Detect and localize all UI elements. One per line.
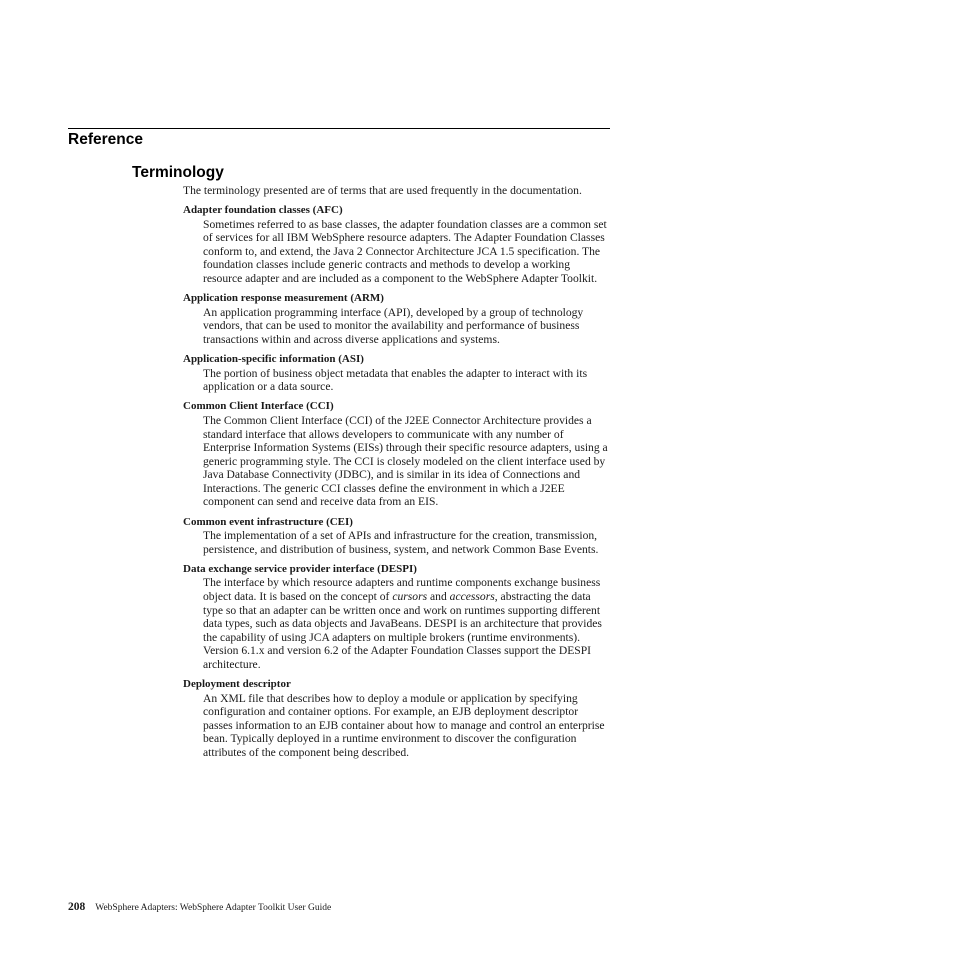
definition-despi-italic-accessors: accessors bbox=[449, 590, 495, 604]
term-afc: Adapter foundation classes (AFC) bbox=[183, 204, 343, 217]
term-asi: Application-specific information (ASI) bbox=[183, 353, 364, 366]
definition-afc: Sometimes referred to as base classes, the adapter foundation classes are a common set of services for all IBM WebSphere resource adapters. The Adapter Foundation Classes conform to, and extend, the Java 2 Connector Architecture JCA 1.5 specification. The foundation classes include generic contracts and methods to develop a working resource adapter and are included as a component to the WebSphere Adapter Toolkit. bbox=[203, 217, 607, 286]
definition-despi-part2: and bbox=[427, 590, 450, 604]
term-arm: Application response measurement (ARM) bbox=[183, 292, 384, 305]
definition-cei: The implementation of a set of APIs and infrastructure for the creation, transmission, persistence, and distribution of business, system, and network Common Base Events. bbox=[203, 529, 599, 556]
definition-deployment-descriptor: An XML file that describes how to deploy a module or application by specifying configuration and container options. For example, an EJB deployment descriptor passes information to an EJB container about how to manage and control an enterprise bean. Typically deployed in a runtime environment to discover the configuration attributes of the component being described. bbox=[203, 691, 605, 760]
term-cci: Common Client Interface (CCI) bbox=[183, 400, 334, 413]
subsection-title: Terminology bbox=[132, 164, 224, 181]
definition-arm: An application programming interface (API), developed by a group of technology vendors, that can be used to monitor the availability and performance of business transactions within and across diverse applications and systems. bbox=[203, 305, 584, 346]
definition-asi: The portion of business object metadata that enables the adapter to interact with its application or a data source. bbox=[203, 366, 588, 394]
definition-despi-part1: The interface by which resource adapters and runtime components exchange business object data. It is based on the concept of bbox=[203, 576, 601, 604]
page-footer bbox=[68, 900, 331, 915]
term-cei: Common event infrastructure (CEI) bbox=[183, 515, 353, 528]
definition-cci: The Common Client Interface (CCI) of the J2EE Connector Architecture provides a standard interface that allows developers to communicate with any number of Enterprise Information Systems (EISs) through their specific resource adapters, using a generic programming style. The CCI is closely modeled on the client interface used by Java Database Connectivity (JDBC), and is similar in its idea of Connections and Interactions. The generic CCI classes define the environment in which a J2EE component can send and receive data from an EIS. bbox=[203, 413, 608, 509]
page-number: 208 bbox=[68, 901, 86, 913]
definition-despi-part3: , abstracting the data type so that an adapter can be written once and work on runtimes supporting different data types, such as data objects and JavaBeans. DESPI is an architecture that provides the capability of using JCA adapters on multiple brokers (runtime environments). Version 6.1.x and version 6.2 of the Adapter Foundation Classes support the DESPI architecture. bbox=[203, 590, 602, 671]
term-list bbox=[183, 204, 608, 760]
book-title: WebSphere Adapters: WebSphere Adapter Toolkit User Guide bbox=[95, 903, 332, 913]
term-despi: Data exchange service provider interface (DESPI) bbox=[183, 562, 417, 575]
terminology-content bbox=[183, 184, 608, 766]
section-rule bbox=[68, 128, 610, 129]
definition-despi bbox=[203, 576, 608, 671]
definition-despi-italic-cursors: cursors bbox=[392, 590, 428, 604]
section-title: Reference bbox=[68, 131, 143, 148]
intro-paragraph: The terminology presented are of terms that are used frequently in the documentation. bbox=[183, 184, 582, 197]
term-deployment-descriptor: Deployment descriptor bbox=[183, 678, 291, 691]
